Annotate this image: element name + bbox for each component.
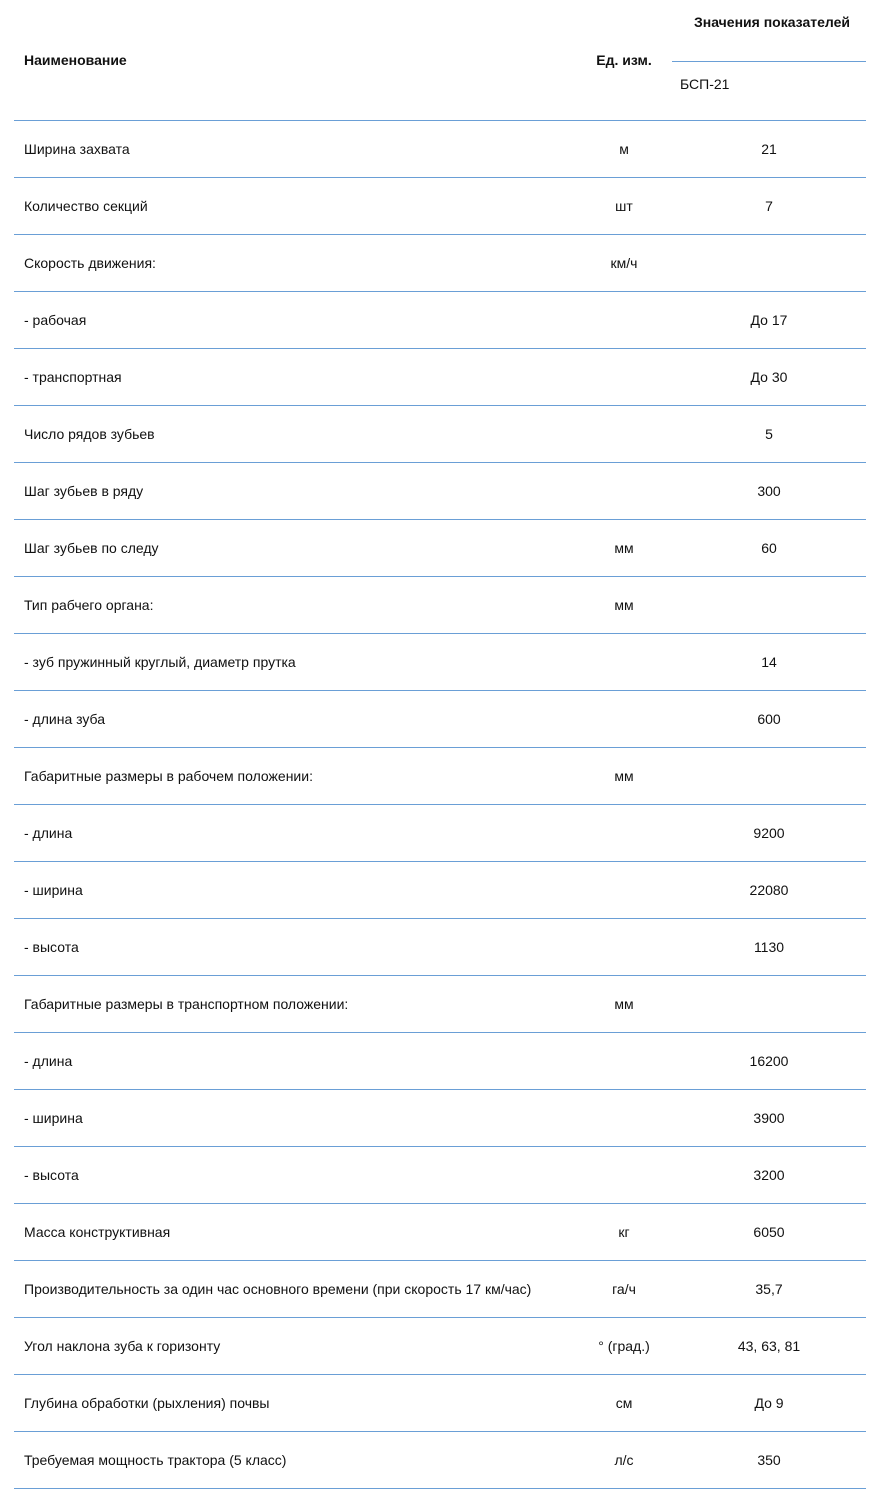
table-row [14,1375,866,1432]
row-value: 1130 [672,919,866,976]
row-name: - зуб пружинный круглый, диаметр прутка [14,634,576,691]
table-row [14,805,866,862]
table-row [14,1033,866,1090]
row-name: Производительность за один час основного времени (при скорость 17 км/час) [14,1261,576,1318]
header-unit: Ед. изм. [576,0,672,121]
row-name: - ширина [14,862,576,919]
row-name: - транспортная [14,349,576,406]
row-unit [576,805,672,862]
table-row [14,634,866,691]
table-row [14,862,866,919]
row-value: 350 [672,1432,866,1489]
row-value: 300 [672,463,866,520]
row-unit: шт [576,178,672,235]
row-name: Шаг зубьев по следу [14,520,576,577]
row-value [672,748,866,805]
row-name: - рабочая [14,292,576,349]
header-values [672,0,866,121]
row-value [672,235,866,292]
row-name: - ширина [14,1090,576,1147]
row-value: До 9 [672,1375,866,1432]
row-unit: мм [576,976,672,1033]
header-values-title: Значения показателей [672,0,866,62]
table-row [14,235,866,292]
row-unit [576,349,672,406]
row-value: 21 [672,121,866,178]
row-name: - длина зуба [14,691,576,748]
row-value: До 17 [672,292,866,349]
table-row [14,178,866,235]
table-row [14,520,866,577]
row-name: Ширина захвата [14,121,576,178]
row-value [672,976,866,1033]
row-value: 22080 [672,862,866,919]
table-row [14,349,866,406]
row-value: До 30 [672,349,866,406]
row-name: - высота [14,1147,576,1204]
table-row [14,1432,866,1489]
header-model: БСП-21 [680,76,730,92]
row-unit: га/ч [576,1261,672,1318]
row-value: 7 [672,178,866,235]
spec-table [14,0,866,1489]
row-value: 3900 [672,1090,866,1147]
row-unit [576,1033,672,1090]
header-name: Наименование [14,0,576,121]
table-row [14,292,866,349]
row-unit [576,862,672,919]
row-unit [576,463,672,520]
table-row [14,748,866,805]
row-unit: м [576,121,672,178]
row-value: 9200 [672,805,866,862]
row-value: 16200 [672,1033,866,1090]
row-unit: ° (град.) [576,1318,672,1375]
table-row [14,1204,866,1261]
row-name: Угол наклона зуба к горизонту [14,1318,576,1375]
row-value [672,577,866,634]
row-value: 43, 63, 81 [672,1318,866,1375]
table-row [14,406,866,463]
row-unit [576,406,672,463]
table-row [14,1147,866,1204]
row-unit: км/ч [576,235,672,292]
row-unit: кг [576,1204,672,1261]
row-name: Тип рабчего органа: [14,577,576,634]
table-row [14,691,866,748]
row-unit: мм [576,577,672,634]
row-unit [576,1090,672,1147]
row-name: Габаритные размеры в транспортном положении: [14,976,576,1033]
row-unit: л/с [576,1432,672,1489]
table-row [14,919,866,976]
row-name: Шаг зубьев в ряду [14,463,576,520]
row-name: Глубина обработки (рыхления) почвы [14,1375,576,1432]
row-name: - длина [14,805,576,862]
row-name: Число рядов зубьев [14,406,576,463]
row-value: 3200 [672,1147,866,1204]
table-header-row [14,0,866,121]
row-unit [576,691,672,748]
row-name: Масса конструктивная [14,1204,576,1261]
row-value: 5 [672,406,866,463]
row-value: 14 [672,634,866,691]
table-row [14,976,866,1033]
row-unit [576,919,672,976]
row-value: 35,7 [672,1261,866,1318]
row-unit [576,634,672,691]
row-value: 6050 [672,1204,866,1261]
table-row [14,1261,866,1318]
row-unit: мм [576,520,672,577]
table-row [14,1090,866,1147]
row-value: 600 [672,691,866,748]
row-name: Количество секций [14,178,576,235]
row-name: Требуемая мощность трактора (5 класс) [14,1432,576,1489]
table-row [14,121,866,178]
row-unit [576,1147,672,1204]
table-body [14,121,866,1489]
row-name: Габаритные размеры в рабочем положении: [14,748,576,805]
row-name: - длина [14,1033,576,1090]
row-value: 60 [672,520,866,577]
row-name: - высота [14,919,576,976]
table-row [14,577,866,634]
table-row [14,463,866,520]
row-unit [576,292,672,349]
row-name: Скорость движения: [14,235,576,292]
row-unit: мм [576,748,672,805]
row-unit: см [576,1375,672,1432]
table-row [14,1318,866,1375]
